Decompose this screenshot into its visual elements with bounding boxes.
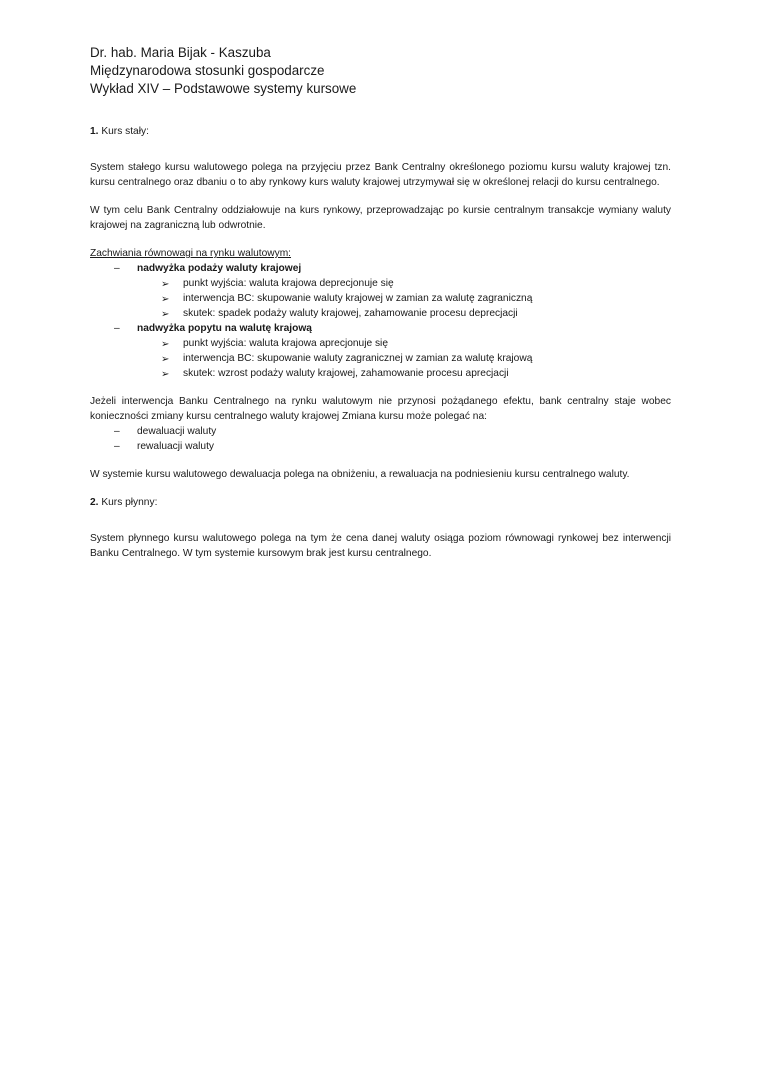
arrow-bullet-icon: ➢ — [161, 309, 170, 320]
lecture-title: Wykład XIV – Podstawowe systemy kursowe — [90, 81, 357, 96]
section-1-heading — [90, 124, 671, 139]
section-2-number: 2. — [90, 497, 99, 508]
dash-bullet: – — [114, 441, 120, 452]
imbalance-point — [137, 351, 671, 366]
rate-change-list — [90, 424, 671, 454]
section-1-paragraph-1: System stałego kursu walutowego polega na przyjęciu przez Bank Centralny określonego poziomu kursu waluty krajowej tzn. kursu centralnego oraz dbaniu o to aby rynkowy kurs waluty krajowej utrzymywał się w określonej relacji do kursu centralnego. — [90, 162, 671, 188]
rate-change-text: dewaluacji waluty — [137, 426, 217, 437]
imbalance-point-text: punkt wyjścia: waluta krajowa aprecjonuje się — [183, 338, 388, 349]
imbalance-points-container — [90, 336, 671, 381]
imbalance-point-text: skutek: spadek podaży waluty krajowej, zahamowanie procesu deprecjacji — [183, 308, 518, 319]
section-2-paragraph-1: System płynnego kursu walutowego polega na tym że cena danej waluty osiąga poziom równowagi rynkowej bez interwencji Banku Centralnego. W tym systemie kursowym brak jest kursu centralnego. — [90, 533, 671, 559]
imbalance-point — [137, 306, 671, 321]
dash-bullet: – — [114, 426, 120, 437]
section-2-heading — [90, 495, 671, 510]
arrow-bullet-icon: ➢ — [161, 369, 170, 380]
imbalance-title: nadwyżka popytu na walutę krajową — [137, 323, 312, 334]
spacer — [90, 381, 671, 394]
imbalance-title: nadwyżka podaży waluty krajowej — [137, 263, 302, 274]
spacer — [90, 454, 671, 467]
imbalance-heading: Zachwiania równowagi na rynku walutowym: — [90, 248, 292, 259]
imbalance-point — [137, 366, 671, 381]
section-1-paragraph-2: W tym celu Bank Centralny oddziałowuje na kurs rynkowy, przeprowadzając po kursie centralnym transakcje wymiany waluty krajowej na zagraniczną lub odwrotnie. — [90, 205, 671, 231]
section-1-title: Kurs stały: — [101, 126, 149, 137]
imbalance-item — [90, 321, 671, 336]
arrow-bullet-icon: ➢ — [161, 354, 170, 365]
section-2-title: Kurs płynny: — [101, 497, 158, 508]
imbalance-point — [137, 276, 671, 291]
imbalance-item — [90, 261, 671, 276]
rate-change-item — [90, 439, 671, 454]
arrow-bullet-icon: ➢ — [161, 279, 170, 290]
imbalance-point-text: interwencja BC: skupowanie waluty krajowej w zamian za walutę zagraniczną — [183, 293, 533, 304]
arrow-bullet-icon: ➢ — [161, 294, 170, 305]
imbalance-points — [137, 336, 671, 381]
imbalance-point-text: punkt wyjścia: waluta krajowa deprecjonuje się — [183, 278, 394, 289]
imbalance-list — [90, 261, 671, 381]
imbalance-points-container — [90, 276, 671, 321]
section-1-paragraph-3: Jeżeli interwencja Banku Centralnego na rynku walutowym nie przynosi pożądanego efektu, bank centralny staje wobec konieczności zmiany kursu centralnego waluty krajowej Zmiana kursu może polegać na: — [90, 396, 671, 422]
imbalance-points — [137, 276, 671, 321]
arrow-bullet-icon: ➢ — [161, 339, 170, 350]
document-header — [90, 44, 356, 98]
imbalance-point — [137, 336, 671, 351]
dash-bullet: – — [114, 323, 120, 334]
dash-bullet: – — [114, 263, 120, 274]
section-1-number: 1. — [90, 126, 99, 137]
imbalance-point — [137, 291, 671, 306]
document-body — [90, 124, 671, 574]
author-line: Dr. hab. Maria Bijak - Kaszuba — [90, 45, 271, 60]
imbalance-point-text: interwencja BC: skupowanie waluty zagranicznej w zamian za walutę krajową — [183, 353, 533, 364]
imbalance-point-text: skutek: wzrost podaży waluty krajowej, zahamowanie procesu aprecjacji — [183, 368, 509, 379]
rate-change-text: rewaluacji waluty — [137, 441, 215, 452]
course-line: Międzynarodowa stosunki gospodarcze — [90, 63, 325, 78]
rate-change-item — [90, 424, 671, 439]
section-1-paragraph-4: W systemie kursu walutowego dewaluacja polega na obniżeniu, a rewaluacja na podniesieniu kursu centralnego waluty. — [90, 469, 630, 480]
